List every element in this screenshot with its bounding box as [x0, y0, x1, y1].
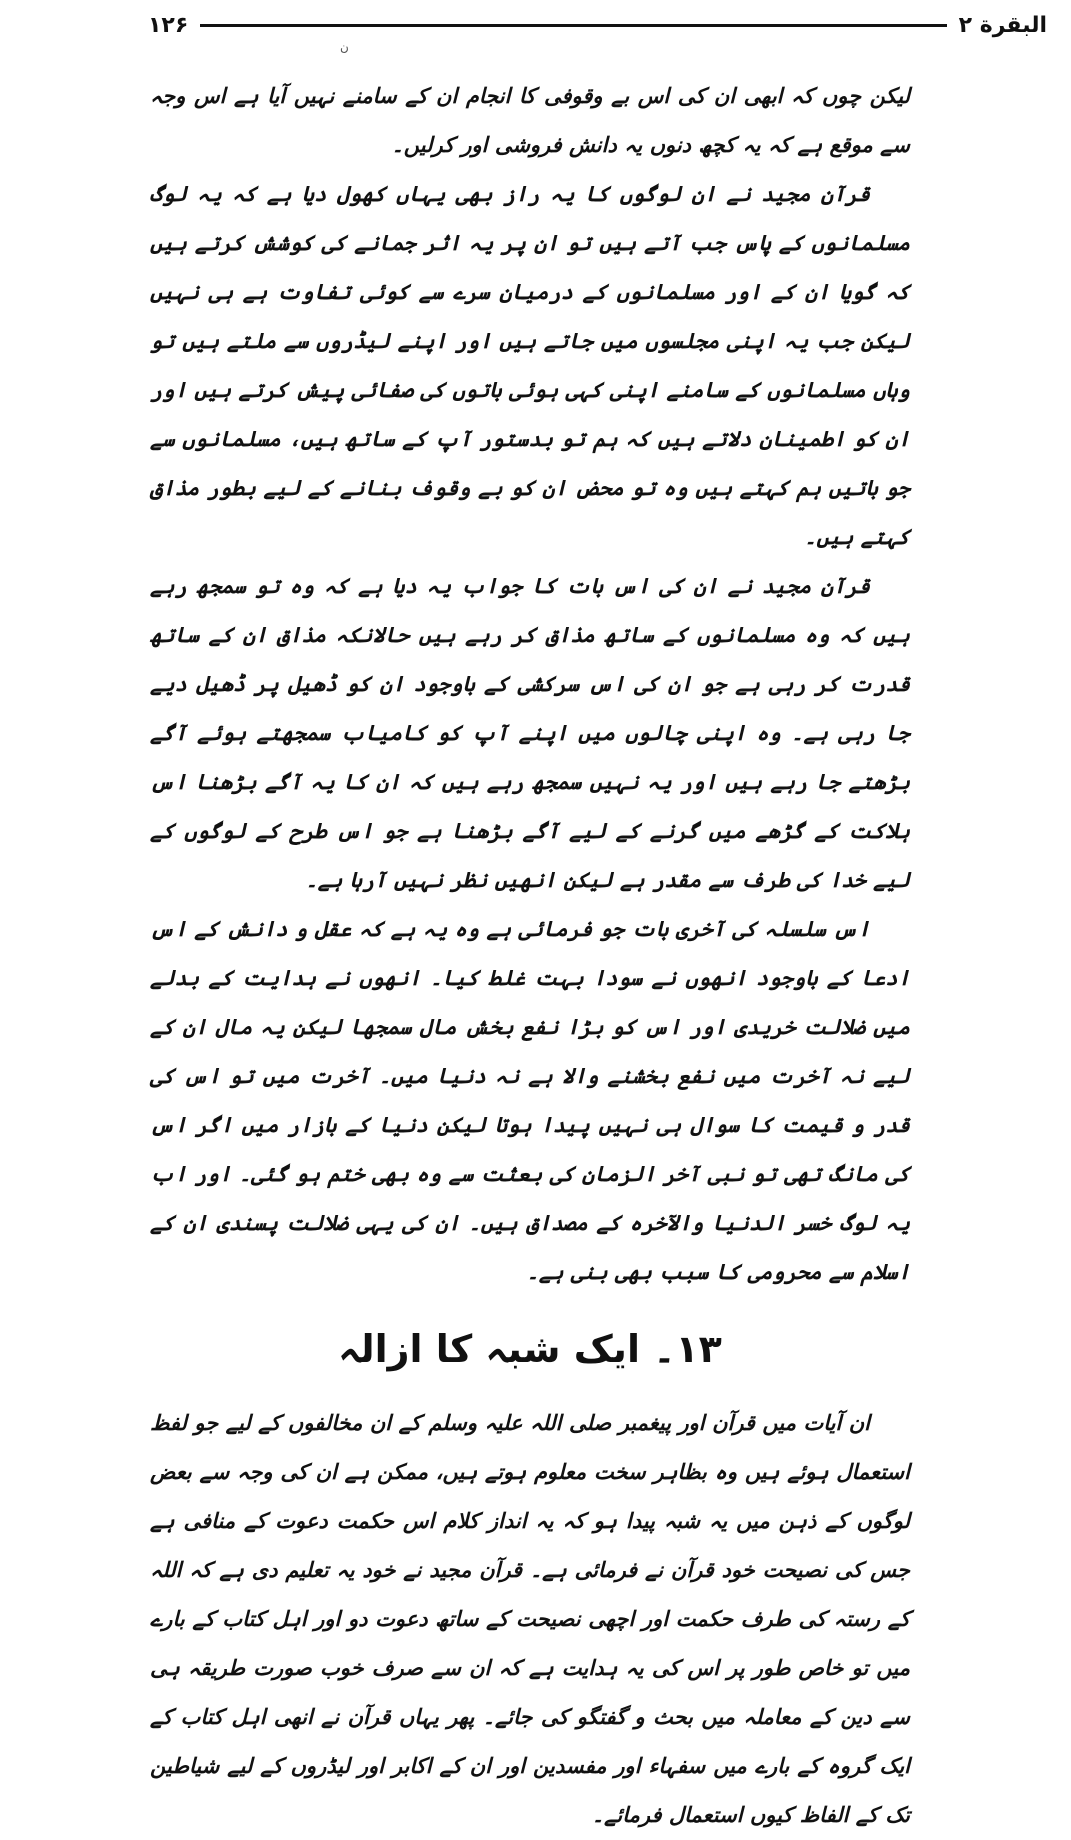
paragraph: قرآن مجید نے ان لوگوں کا یہ راز بھی یہاں کھول دیا ہے کہ یہ لوگ مسلمانوں کے پاس جب آتے ہیں تو ان پر یہ اثر جمانے کی کوشش کرتے ہیں کہ گویا ان کے اور مسلمانوں کے درمیان سرے سے کوئی تفاوت ہے ہی نہیں لیکن جب یہ اپنی مجلسوں میں جاتے ہیں اور اپنے لیڈروں سے ملتے ہیں تو وہاں مسلمانوں کے سامنے اپنی کہی ہوئی باتوں کی صفائی پیش کرتے ہیں اور ان کو اطمینان دلاتے ہیں کہ ہم تو بدستور آپ کے ساتھ ہیں، مسلمانوں سے جو باتیں ہم کہتے ہیں وہ تو محض ان کو بے وقوف بنانے کے لیے بطور مذاق کہتے ہیں۔ [150, 182, 910, 549]
header-rule [200, 24, 946, 27]
paragraph: لیکن چوں کہ ابھی ان کی اس بے وقوفی کا انجام ان کے سامنے نہیں آیا ہے اس وجہ سے موقع ہے کہ یہ کچھ دنوں یہ دانش فروشی اور کرلیں۔ [150, 84, 910, 157]
stray-mark: ن [340, 40, 349, 54]
paragraph: قرآن مجید نے ان کی اس بات کا جواب یہ دیا ہے کہ وہ تو سمجھ رہے ہیں کہ وہ مسلمانوں کے ساتھ مذاق کر رہے ہیں حالانکہ مذاق ان کے ساتھ قدرت کر رہی ہے جو ان کی اس سرکشی کے باوجود ان کو ڈھیل پر ڈھیل دیے جا رہی ہے۔ وہ اپنی چالوں میں اپنے آپ کو کامیاب سمجھتے ہوئے آگے بڑھتے جا رہے ہیں اور یہ نہیں سمجھ رہے ہیں کہ ان کا یہ آگے بڑھنا اس ہلاکت کے گڑھے میں گرنے کے لیے آگے بڑھنا ہے جو اس طرح کے لوگوں کے لیے خدا کی طرف سے مقدر ہے لیکن انھیں نظر نہیں آرہا ہے۔ [150, 574, 910, 892]
page-body [150, 72, 910, 1840]
paragraph: ان آیات میں قرآن اور پیغمبر صلی اللہ علیہ وسلم کے ان مخالفوں کے لیے جو لفظ استعمال ہوئے ہیں وہ بظاہر سخت معلوم ہوتے ہیں، ممکن ہے ان کی وجہ سے بعض لوگوں کے ذہن میں یہ شبہ پیدا ہو کہ یہ انداز کلام اس حکمت دعوت کے منافی ہے جس کی نصیحت خود قرآن نے فرمائی ہے۔ قرآن مجید نے خود یہ تعلیم دی ہے کہ اللہ کے رستہ کی طرف حکمت اور اچھی نصیحت کے ساتھ دعوت دو اور اہل کتاب کے بارے میں تو خاص طور پر اس کی یہ ہدایت ہے کہ ان سے صرف خوب صورت طریقہ ہی سے دین کے معاملہ میں بحث و گفتگو کی جائے۔ پھر یہاں قرآن نے انھی اہل کتاب کے ایک گروہ کے بارے میں سفہاء اور مفسدین اور ان کے اکابر اور لیڈروں کے لیے شیاطین تک کے الفاظ کیوں استعمال فرمائے۔ [150, 1411, 910, 1827]
paragraph: اس سلسلہ کی آخری بات جو فرمائی ہے وہ یہ ہے کہ عقل و دانش کے اس ادعا کے باوجود انھوں نے سودا بہت غلط کیا۔ انھوں نے ہدایت کے بدلے میں ضلالت خریدی اور اس کو بڑا نفع بخش مال سمجھا لیکن یہ مال ان کے لیے نہ آخرت میں نفع بخشنے والا ہے نہ دنیا میں۔ آخرت میں تو اس کی قدر و قیمت کا سوال ہی نہیں پیدا ہوتا لیکن دنیا کے بازار میں اگر اس کی مانگ تھی تو نبی آخر الزمان کی بعثت سے وہ بھی ختم ہو گئی۔ اور اب یہ لوگ خسر الدنیا والآخرہ کے مصداق ہیں۔ ان کی یہی ضلالت پسندی ان کے اسلام سے محرومی کا سبب بھی بنی ہے۔ [150, 917, 910, 1284]
section-heading: ۱۳۔ ایک شبہ کا ازالہ [338, 1327, 722, 1371]
page-header [148, 8, 1047, 42]
page-number: ۱۲۶ [148, 12, 189, 38]
running-title: البقرة ۲ [958, 12, 1047, 38]
